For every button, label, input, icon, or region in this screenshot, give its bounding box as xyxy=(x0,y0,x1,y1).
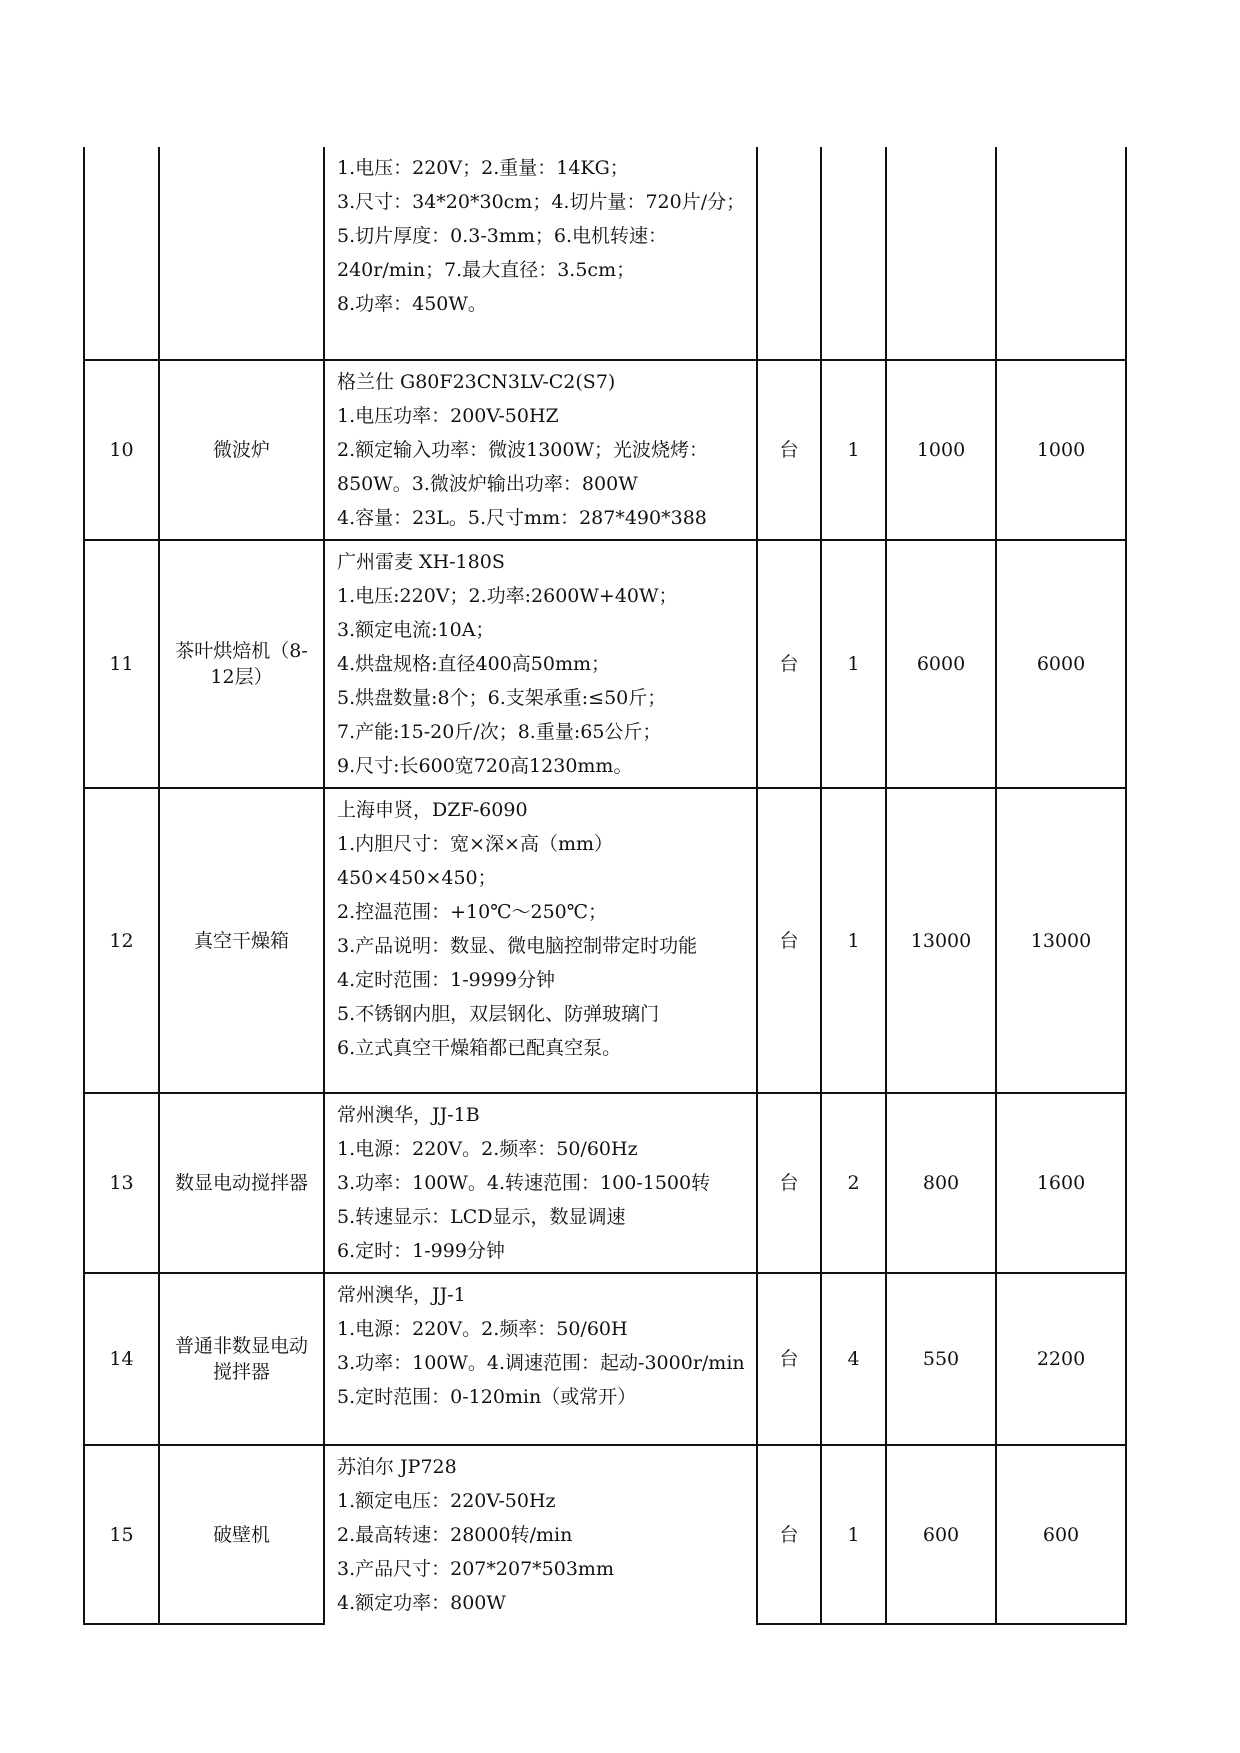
item-total-cell: 2200 xyxy=(996,1273,1126,1445)
spec-line: 2.最高转速：28000转/min xyxy=(337,1524,573,1546)
item-spec-cell xyxy=(324,360,757,540)
spec-line: 1.内胆尺寸：宽×深×高（mm）450×450×450； xyxy=(337,833,614,889)
table-row xyxy=(84,1273,1126,1445)
item-number-cell: 14 xyxy=(84,1273,159,1445)
spec-line: 常州澳华，JJ-1B xyxy=(337,1104,480,1126)
item-total-cell xyxy=(996,147,1126,360)
equipment-table xyxy=(83,147,1127,1625)
item-number-cell xyxy=(84,147,159,360)
spec-line: 5.定时范围：0-120min（或常开） xyxy=(337,1386,637,1408)
item-name-cell: 数显电动搅拌器 xyxy=(159,1093,324,1273)
item-spec-cell xyxy=(324,1445,757,1624)
item-unit-price-cell: 600 xyxy=(886,1445,996,1624)
item-number-cell: 15 xyxy=(84,1445,159,1624)
item-unit-cell: 台 xyxy=(757,360,821,540)
item-name-cell xyxy=(159,147,324,360)
spec-line: 广州雷麦 XH-180S xyxy=(337,551,505,573)
table-row xyxy=(84,1093,1126,1273)
item-unit-price-cell: 6000 xyxy=(886,540,996,788)
spec-line: 1.电压:220V；2.功率:2600W+40W； xyxy=(337,585,678,607)
item-total-cell: 6000 xyxy=(996,540,1126,788)
item-number-cell: 13 xyxy=(84,1093,159,1273)
table-row xyxy=(84,360,1126,540)
spec-line: 3.产品尺寸：207*207*503mm xyxy=(337,1558,614,1580)
item-total-cell: 1600 xyxy=(996,1093,1126,1273)
spec-line: 1.电压：220V；2.重量：14KG； xyxy=(337,157,629,179)
spec-line: 5.切片厚度：0.3-3mm；6.电机转速：240r/min；7.最大直径：3.5cm； xyxy=(337,225,668,281)
table-row xyxy=(84,788,1126,1093)
spec-line: 4.容量：23L。5.尺寸mm：287*490*388 xyxy=(337,507,707,529)
spec-line: 1.额定电压：220V-50Hz xyxy=(337,1490,556,1512)
spec-line: 4.额定功率：800W xyxy=(337,1592,506,1614)
item-unit-price-cell: 1000 xyxy=(886,360,996,540)
item-spec-cell xyxy=(324,540,757,788)
spec-line: 1.电源：220V。2.频率：50/60H xyxy=(337,1318,628,1340)
equipment-table-body xyxy=(84,147,1126,1624)
item-unit-cell xyxy=(757,147,821,360)
spec-line: 上海申贤，DZF-6090 xyxy=(337,799,528,821)
item-spec-cell xyxy=(324,147,757,360)
spec-line: 3.尺寸：34*20*30cm；4.切片量：720片/分； xyxy=(337,191,746,213)
item-unit-cell: 台 xyxy=(757,788,821,1093)
item-unit-cell: 台 xyxy=(757,1273,821,1445)
item-total-cell: 1000 xyxy=(996,360,1126,540)
item-spec-cell xyxy=(324,1273,757,1445)
item-number-cell: 12 xyxy=(84,788,159,1093)
spec-line: 7.产能:15-20斤/次；8.重量:65公斤； xyxy=(337,721,662,743)
item-quantity-cell: 1 xyxy=(821,788,886,1093)
spec-line: 2.控温范围：+10℃～250℃； xyxy=(337,901,607,923)
spec-line: 4.烘盘规格:直径400高50mm； xyxy=(337,653,611,675)
spec-line: 4.定时范围：1-9999分钟 xyxy=(337,969,555,991)
spec-line: 3.功率：100W。4.调速范围：起动-3000r/min xyxy=(337,1352,745,1374)
spec-line: 3.产品说明：数显、微电脑控制带定时功能 xyxy=(337,935,698,957)
table-row xyxy=(84,1445,1126,1624)
item-number-cell: 11 xyxy=(84,540,159,788)
item-spec-cell xyxy=(324,1093,757,1273)
spec-line: 1.电源：220V。2.频率：50/60Hz xyxy=(337,1138,638,1160)
item-unit-cell: 台 xyxy=(757,540,821,788)
spec-line: 2.额定输入功率：微波1300W；光波烧烤：850W。3.微波炉输出功率：800W xyxy=(337,439,709,495)
spec-line: 5.转速显示：LCD显示，数显调速 xyxy=(337,1206,626,1228)
equipment-table-page xyxy=(83,147,1125,1625)
item-unit-cell: 台 xyxy=(757,1445,821,1624)
spec-line: 6.定时：1-999分钟 xyxy=(337,1240,505,1262)
item-quantity-cell: 2 xyxy=(821,1093,886,1273)
spec-line: 3.额定电流:10A； xyxy=(337,619,495,641)
spec-line: 3.功率：100W。4.转速范围：100-1500转 xyxy=(337,1172,711,1194)
spec-line: 8.功率：450W。 xyxy=(337,293,487,315)
item-quantity-cell: 1 xyxy=(821,540,886,788)
item-total-cell: 13000 xyxy=(996,788,1126,1093)
item-total-cell: 600 xyxy=(996,1445,1126,1624)
item-name-cell: 破壁机 xyxy=(159,1445,324,1624)
item-unit-price-cell: 800 xyxy=(886,1093,996,1273)
table-row xyxy=(84,540,1126,788)
spec-line: 5.烘盘数量:8个；6.支架承重:≤50斤； xyxy=(337,687,667,709)
table-row xyxy=(84,147,1126,360)
item-name-cell: 茶叶烘焙机（8-12层） xyxy=(159,540,324,788)
item-number-cell: 10 xyxy=(84,360,159,540)
item-unit-cell: 台 xyxy=(757,1093,821,1273)
spec-line: 5.不锈钢内胆，双层钢化、防弹玻璃门 xyxy=(337,1003,660,1025)
spec-line: 9.尺寸:长600宽720高1230mm。 xyxy=(337,755,633,777)
spec-line: 1.电压功率：200V-50HZ xyxy=(337,405,559,427)
spec-line: 6.立式真空干燥箱都已配真空泵。 xyxy=(337,1037,622,1059)
item-spec-cell xyxy=(324,788,757,1093)
item-quantity-cell xyxy=(821,147,886,360)
spec-line: 苏泊尔 JP728 xyxy=(337,1456,457,1478)
item-quantity-cell: 1 xyxy=(821,1445,886,1624)
item-name-cell: 微波炉 xyxy=(159,360,324,540)
item-unit-price-cell: 550 xyxy=(886,1273,996,1445)
spec-line: 常州澳华，JJ-1 xyxy=(337,1284,466,1306)
item-name-cell: 普通非数显电动搅拌器 xyxy=(159,1273,324,1445)
spec-line: 格兰仕 G80F23CN3LV-C2(S7) xyxy=(337,371,616,393)
item-name-cell: 真空干燥箱 xyxy=(159,788,324,1093)
item-unit-price-cell xyxy=(886,147,996,360)
item-unit-price-cell: 13000 xyxy=(886,788,996,1093)
item-quantity-cell: 4 xyxy=(821,1273,886,1445)
item-quantity-cell: 1 xyxy=(821,360,886,540)
